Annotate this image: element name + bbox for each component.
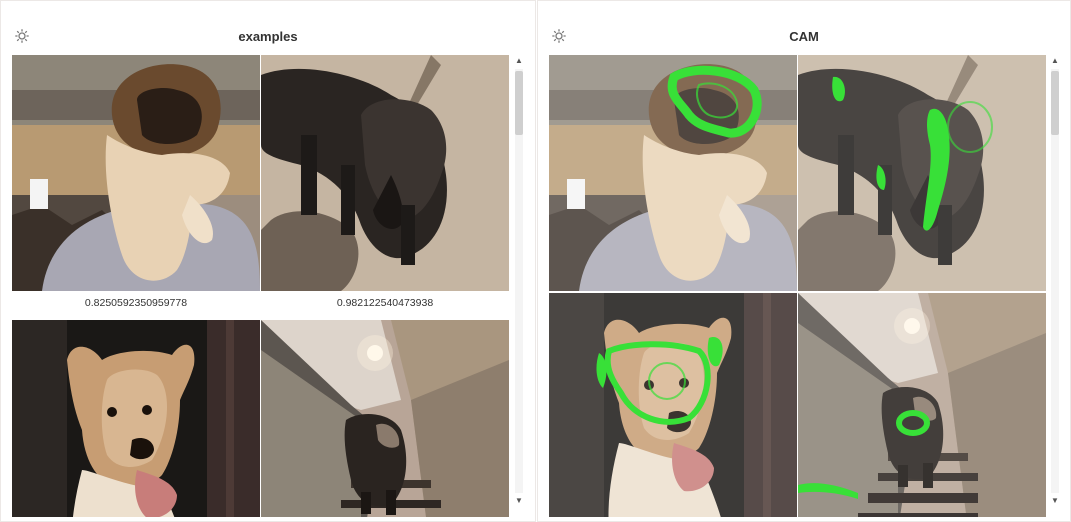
image-row <box>12 320 512 517</box>
cam-image-puppy <box>549 55 797 291</box>
examples-image-grid[interactable] <box>12 55 512 517</box>
image-caption: 0.8250592350959778 <box>84 297 188 309</box>
scrollbar[interactable] <box>512 55 526 507</box>
panel-title: examples <box>238 29 298 44</box>
cam-image-stairs-dog <box>798 293 1046 517</box>
gear-icon[interactable] <box>14 28 30 44</box>
image-row <box>549 55 1049 291</box>
panel-title: CAM <box>789 29 819 44</box>
example-image-black-dog <box>261 55 509 291</box>
image-caption: 0.982122540473938 <box>336 297 434 309</box>
scroll-thumb[interactable] <box>1051 71 1059 135</box>
scroll-thumb[interactable] <box>515 71 523 135</box>
gear-icon[interactable] <box>551 28 567 44</box>
scrollbar[interactable] <box>1048 55 1062 507</box>
cam-image-black-dog <box>798 55 1046 291</box>
example-image-tan-dog <box>12 320 260 517</box>
example-image-puppy <box>12 55 260 291</box>
image-row <box>549 293 1049 517</box>
chevron-down-icon[interactable]: ▼ <box>515 496 523 505</box>
chevron-down-icon[interactable]: ▼ <box>1051 496 1059 505</box>
chevron-up-icon[interactable]: ▲ <box>515 56 523 65</box>
cam-panel <box>537 0 1071 522</box>
image-row <box>12 55 512 291</box>
cam-image-tan-dog <box>549 293 797 517</box>
cam-image-grid[interactable] <box>549 55 1049 517</box>
example-image-stairs-dog <box>261 320 509 517</box>
chevron-up-icon[interactable]: ▲ <box>1051 56 1059 65</box>
